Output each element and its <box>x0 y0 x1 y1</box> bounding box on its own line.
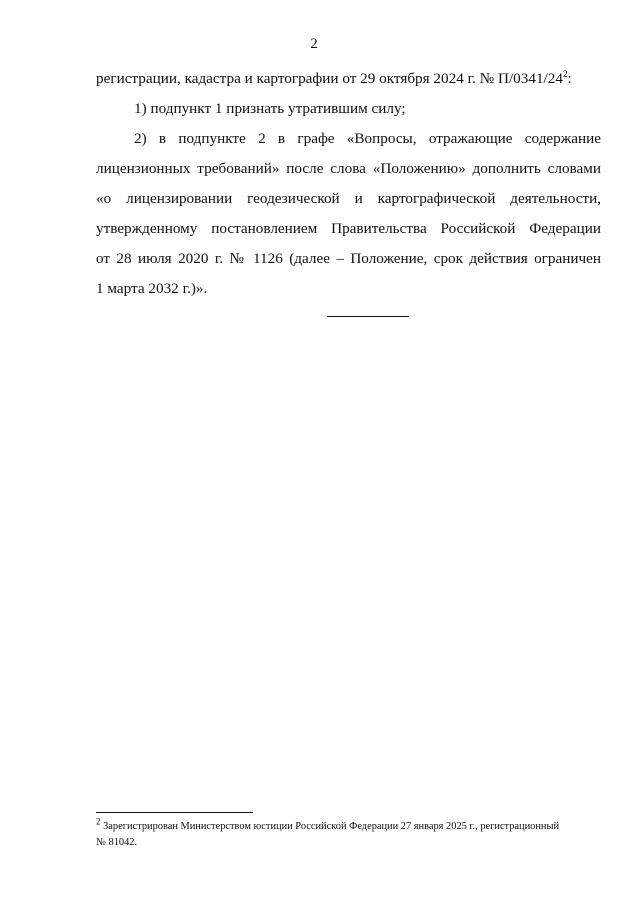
document-body <box>96 64 601 304</box>
list-item-2-line-3: «о лицензировании геодезической и картографической деятельности, <box>96 190 601 207</box>
page-number: 2 <box>310 36 318 52</box>
list-item-2-line-4: утвержденному постановлением Правительства Российской Федерации <box>96 220 601 237</box>
list-item-2-line-6: 1 марта 2032 г.)». <box>96 280 208 297</box>
footnote <box>96 816 601 851</box>
list-item-2-line-5: от 28 июля 2020 г. № 1126 (далее – Положение, срок действия ограничен <box>96 250 601 267</box>
list-item-2-line-1: 2) в подпункте 2 в графе «Вопросы, отражающие содержание <box>134 130 601 147</box>
footnote-line-1 <box>96 816 601 835</box>
list-item-2-line-2: лицензионных требований» после слова «Положению» дополнить словами <box>96 160 601 177</box>
footnote-text: Зарегистрирован Министерством юстиции Российской Федерации 27 января 2025 г., регистрационный <box>100 821 560 832</box>
list-item-1: 1) подпункт 1 признать утратившим силу; <box>134 100 406 117</box>
end-separator <box>327 316 409 317</box>
footnote-marker: 2 <box>96 816 101 827</box>
footnote-reference: 2 <box>562 68 568 79</box>
text-line: регистрации, кадастра и картографии от 29 октября 2024 г. № П/0341/24 <box>96 70 563 87</box>
footnote-line-2: № 81042. <box>96 837 138 848</box>
paragraph-continuation <box>96 64 601 94</box>
text-punctuation: : <box>567 70 572 87</box>
footnote-rule <box>96 812 253 813</box>
